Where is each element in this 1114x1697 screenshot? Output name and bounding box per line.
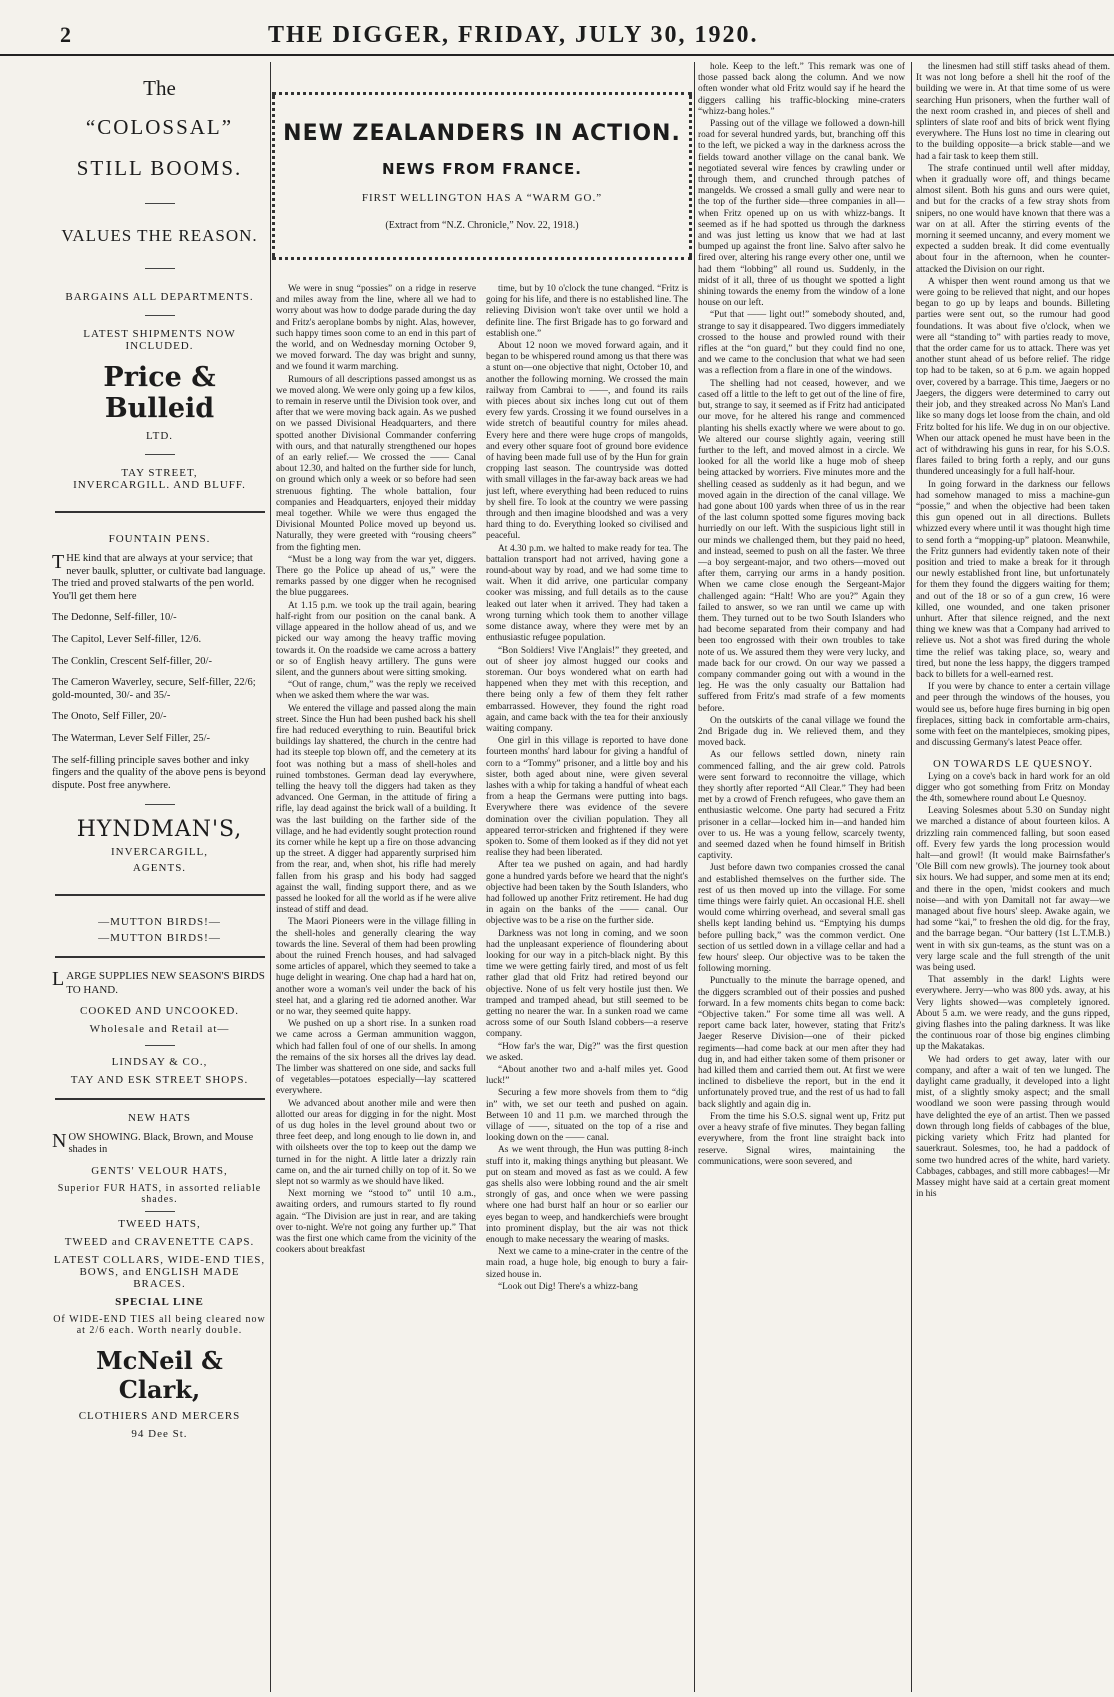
article-column-1 — [276, 284, 476, 1692]
article-paragraph: The strafe continued until well after midday, when it gradually wore off, and things became almost silent. Both his guns and ours were quiet, and but for the cracks of a few stray shots from snipers, no one would have known that there was a war on at all. After the stirring events of the morning it seemed uncanny, and every moment we expected a sudden break. It did come eventually about four in the afternoon, when he counter-attacked the Division on our right. — [916, 163, 1110, 275]
ad-colossal-line3: STILL BOOMS. — [76, 156, 243, 180]
article-paragraph: The Maori Pioneers were in the village filling in the shell-holes and generally clearing the way towards the line. Several of them had been prowling about the ruined French houses, and had salvaged some articles of apparel, which they seemed to take a huge delight in wearing. One chap had a hard hat on, another wore a woman's veil under the back of his steel hat, and a glaring red tie adorned another. War or no war, they seemed quite happy. — [276, 917, 476, 1017]
divider — [145, 1211, 175, 1212]
article-paragraph: “Put that —— light out!” somebody shouted, and, strange to say it disappeared. Two diggers immediately crossed to the house and prowled round with their rifles at the “on guard,” but they could find no one, and we came to the conclusion that what we had seen was a reflection from a flare in one of the windows. — [698, 310, 905, 377]
divider — [145, 454, 175, 455]
article-paragraph: “About another two and a-half miles yet. Good luck!” — [486, 1065, 688, 1087]
ad-hats — [52, 1129, 267, 1157]
advertisements-column — [52, 62, 267, 1692]
drop-cap: L — [52, 968, 65, 991]
article-paragraph: We had orders to get away, later with our company, and after a wait of ten we lunged. The daylight came gradually, it developed into a light mist, of a slightly smoky aspect; and the small woodland we soon were passing through would have delighted the eye of an artist. Then we passed down through long fields of cabbages of the blue, picking variety which Fritz had planted for sauerkraut. Solesmes, too, he had a paddock of some two hundred acres of the white, hard variety. Cabbages, cabbages, and still more cabbages!—Mr Massey might have said at a certain great moment in his — [916, 1054, 1110, 1200]
divider — [55, 511, 265, 513]
ad-mutton-1: —MUTTON BIRDS!— — [98, 916, 221, 929]
masthead — [0, 22, 1114, 56]
article-paragraph: Next morning we “stood to” until 10 a.m., awaiting orders, and rumours started to fly round again. “The Division are just in rear, and are taking over to-night. We're not going any further up.” That was the first one which came from the vicinity of the cookers about breakfast — [276, 1189, 476, 1256]
article-paragraph: A whisper then went round among us that we were going to be relieved that night, and our hopes began to go up by leaps and bounds. Billeting parties were sent out, so the rumour had good foundations. It was about five o'clock, when we were all “standing to” with parties ready to move, that the order came for us to attack. There was yet another stunt ahead of us before relief. The ridge top had to be taken, so at 6 p.m. we again hopped over, covered by a barrage. This time, Jaegers or no Jaegers, the diggers were determined to carry out their job, and they streaked across No Man's Land like so many dogs let loose from the chain, and old Fritz bolted for his life. We dug in on our objective. When our attack opened he must have been in the act of withdrawing his guns in rear, for his S.O.S. flares failed to bring forth a reply, and our guns thundered unceasingly for a full half-hour. — [916, 276, 1110, 478]
drop-cap: N — [52, 1129, 67, 1152]
ad-lindsay-address: TAY AND ESK STREET SHOPS. — [70, 1073, 249, 1086]
ad-clothiers: CLOTHIERS AND MERCERS — [78, 1409, 241, 1422]
article-paragraph: At 4.30 p.m. we halted to make ready for tea. The battalion transport had not arrived, having gone a round-about way by road, and we had some time to wait. When it did arrive, one particular company cooker was missing, and full details as to the cause leaked out later when it arrived. They had taken a wrong turning which took them to another village some distance away, where they were met by an enthusiastic refugee population. — [486, 543, 688, 644]
article-paragraph: We pushed on up a short rise. In a sunken road we came across a German ammunition waggon, which had fallen foul of one of our shells. In among the remains of the six horses all the drives lay dead. The limber was shattered on one side, and sacks full of vegetables—potatoes especially—lay scattered everywhere. — [276, 1019, 476, 1097]
divider — [55, 894, 265, 896]
article-subhead: NEWS FROM FRANCE. — [382, 160, 582, 178]
article-paragraph: Passing out of the village we followed a down-hill road for several hundred yards, but, branching off this to the left, we picked a way in the darkness across the fields toward another village on the canal bank. We negotiated several wire fences by crawling under or through them, and crunched through patches of mangelds. We crossed a small gully and were near to the top of the further side—three companies in all—when Fritz opened up on us with whizz-bangs. It seemed as if he had spotted us through the darkness and was just letting us know that we had at last bumped up against the front line. Salvo after salvo he fired over, altering his range every other one, until we had them “lobbing” all round us. Suddenly, in the midst of it all, three of us thought we spotted a light shining towards the enemy from the window of a lone house on our left. — [698, 119, 905, 309]
article-paragraph: In going forward in the darkness our fellows had somehow managed to miss a machine-gun “possie,” and when the objective had been taken this gun opened out in all directions. Bullets whizzed every where until it was thought high time to send forth a “mopping-up” platoon. Meanwhile, the Fritz gunners had evidently taken note of their position and tried to make a break for it through our newly established front line, but unfortunately for them they found the diggers waiting for them; and out of the 18 or so of a gun crew, 16 were killed, one wounded, and one taken prisoner unhurt. After that silence reigned, and the next thing we knew was that a Company had arrived to relieve us. Not a shot was fired during the whole time the relief was taking place, so, weary and tired, but none the less happy, the diggers tramped back to billets for a well-earned rest. — [916, 479, 1110, 680]
ad-fur: Superior FUR HATS, in assorted reliable shades. — [57, 1182, 262, 1205]
drop-cap: T — [52, 551, 65, 573]
article-source: (Extract from “N.Z. Chronicle,” Nov. 22, 1918.) — [385, 220, 579, 231]
article-headline: NEW ZEALANDERS IN ACTION. — [283, 121, 681, 146]
ad-hats-text: OW SHOWING. Black, Brown, and Mouse shades in — [68, 1131, 254, 1156]
column-rule — [270, 62, 271, 1692]
article-column-2 — [486, 284, 688, 1692]
article-paragraph: About 12 noon we moved forward again, and it began to be whispered round among us that there was a stunt on—one objective that night, October 10, and another the following morning. We crossed the main railway from Cambrai to ——, and found its rails with pieces about six inches long cut out of them every few yards. Crossing it we found ourselves in a wide stretch of beautiful country for miles ahead. Every here and there were huge crops of mangolds, and every other square foot of ground bore evidence of having been made full use of by the Hun for grain cropping last season. The countryside was dotted with small villages in the far-away back areas we had just left, where everything had been reduced to ruins by shell fire. To look at the country we were passing through and then imagine bloodshed and was a very hard thing to do. Everything looked so civilised and peaceful. — [486, 341, 688, 542]
article-paragraph: Next we came to a mine-crater in the centre of the main road, a huge hole, big enough to bury a fair-sized house in. — [486, 1247, 688, 1280]
article-paragraph: Punctually to the minute the barrage opened, and the diggers scrambled out of their possies and pushed forward. In a few moments chits began to come back: “Objective taken.” For some time all was well. A report came back later, however, stating that Fritz's Jaeger Reserve Division—one of their picked regiments—had come back at our men after they had dug in, and had either taken some of them prisoner or had killed them and carried them out. At first we were inclined to disbelieve the report, but in the end it unfortunately proved true, and the rest of us had to fall back slightly and again dig in. — [698, 976, 905, 1110]
article-paragraph: Securing a few more shovels from them to “dig in” with, we set our teeth and pushed on again. Between 10 and 11 p.m. we marched through the village of ——, situated on the top of a rise and looking down on the —— canal. — [486, 1088, 688, 1144]
ad-wide-end: Of WIDE-END TIES all being cleared now at 2/6 each. Worth nearly double. — [53, 1313, 266, 1336]
article-paragraph: After tea we pushed on again, and had hardly gone a hundred yards before we heard that the night's objective had been taken by the South Islanders, who had followed up another Fritz retirement. He had dug in again on the banks of the —— canal. Our objective was to be a rise on the further side. — [486, 860, 688, 927]
ad-pen-item: The Dedonne, Self-filler, 10/- — [52, 612, 177, 624]
article-paragraph: “Bon Soldiers! Vive l'Anglais!” they greeted, and out of sheer joy almost hugged our cooks and storeman. Our boys wondered what on earth had happened when they met with this reception, and there being only a few of them they felt rather embarrassed. However, they found the right road again, and came back with the tea for their anxiously waiting company. — [486, 645, 688, 734]
ad-pen-item: The Onoto, Self Filler, 20/- — [52, 711, 167, 723]
article-paragraph: At 1.15 p.m. we took up the trail again, bearing half-right from our position on the canal bank. A village appeared in the hollow ahead of us, and we picked our way among the heavy traffic moving towards it. On the roadside we came across a battery or so of English heavy artillery. The guns were silent, and the gunners about were sitting smoking. — [276, 600, 476, 678]
ad-tweed-caps: TWEED and CRAVENETTE CAPS. — [64, 1235, 255, 1248]
ad-mutton-2: —MUTTON BIRDS!— — [98, 932, 221, 945]
column-rule — [911, 62, 912, 1692]
ad-pen-item: The Conklin, Crescent Self-filler, 20/- — [52, 655, 212, 667]
article-paragraph: That assembly in the dark! Lights were everywhere. Jerry—who was 800 yds. away, at his Very lights showed—was completely ignored. About 5 a.m. we were ready, and the guns ripped, giving flashes into the paling darkness. It was like the continuous roar of those big engines climbing up the Makatakas. — [916, 975, 1110, 1053]
article-paragraph: The shelling had not ceased, however, and we cased off a little to the left to get out of the line of fire, but, strange to say, it seemed as if Fritz had anticipated our move, for he altered his range and commenced planting his shells exactly where we were about to go. We altered our course slightly again, veering still further to the left, and moved almost in a circle. We looked for all the world like a huge mob of sheep being attacked by worriers. Five minutes more and the shelling ceased as suddenly as it had begun, and we moved again in the direction of the canal village. We had gone about 100 yards when three of us in the rear of the last column spotted some figures moving back hurriedly on our left. With the suspicious light still in our minds we challenged them, but they paid no heed, and instead, seemed to push on all the faster. We three—a boy sergeant-major, and two others—moved out after them, carrying our arms in a handy position. When we came close enough the Sergeant-Major challenged again: “Halt! Who are you?” Again they failed to answer, so we ran until we came up with them. They turned out to be two South Islanders who had become separated from their company and had been too engrossed with their own troubles to take note of us. We assured them they were very lucky, and made back for our crowd. On our way we passed a company commander going out with a wound in the leg. He was the only casualty our Battalion had suffered from Fritz's mad strafe of a few moments before. — [698, 378, 905, 714]
ad-pens-paragraph — [52, 553, 267, 603]
article-kicker: FIRST WELLINGTON HAS A “WARM GO.” — [361, 192, 603, 204]
article-paragraph: If you were by chance to enter a certain village and peer through the windows of the houses, you would see us, before huge fires burning in big open fireplaces, sitting back in comfortable arm-chairs, some with feet on the mantelpieces, smoking pipes, and discussing Germany's latest Peace offer. — [916, 682, 1110, 749]
ad-special: SPECIAL LINE — [115, 1295, 204, 1308]
ad-hats-heading: NEW HATS — [127, 1111, 192, 1124]
divider — [145, 315, 175, 316]
article-paragraph: As our fellows settled down, ninety rain commenced falling, and the air grew cold. Patrols were sent forward to reconnoitre the village, which they shortly after reported “All Clear.” They had been met by a crowd of French refugees, who gave them an enthusiastic welcome. One party had secured a Fritz prisoner in a cellar—locked him in—and handed him over to us. He was a young fellow, scarcely twenty, and seemed dazed when he found himself in British captivity. — [698, 750, 905, 862]
article-paragraph: From the time his S.O.S. signal went up, Fritz put over a heavy strafe of five minutes. They began falling everywhere, from the front line straight back into reserve. Signal wires, maintaining the communications, were soon severed, and — [698, 1111, 905, 1167]
divider — [145, 1045, 175, 1046]
ad-colossal-line1: The — [143, 76, 176, 100]
ad-colossal-line2: “COLOSSAL” — [85, 115, 234, 139]
article-paragraph: Leaving Solesmes about 5.30 on Sunday night we marched a distance of about fourteen kilos. A drizzling rain commenced falling, but soon eased off. Every few yards the long procession would halt—and growl! (It would make Bairnsfather's 'Ole Bill com new growls). The journey took about six hours. We had supper, and some men at its end; and there in the open, 'midst cookers and much noise—and with yon Damitall not far away—we managed about five hours' sleep. Awake again, we had some “kai,” to freshen the old dig. for the fray, and the barrage began. “Our battery (1st L.T.M.B.) went in with six gun-teams, as the stunt was on a very large scale and the full strength of the unit was being used. — [916, 806, 1110, 974]
article-paragraph: We advanced about another mile and were then allotted our areas for digging in for the night. Most of us dug holes in the level ground about two or three feet deep, and long enough to lie down in, and with oilsheets over the top to keep out the damp we turned in for the night. A little later a drizzly rain came on, and the air turned chilly on top of it. So we slept not so warmly as we should have liked. — [276, 1098, 476, 1188]
divider — [55, 956, 265, 958]
ad-hyndman-town: INVERCARGILL, — [110, 846, 209, 859]
ad-pens-heading: FOUNTAIN PENS. — [108, 533, 211, 545]
article-paragraph: hole. Keep to the left.” This remark was one of those passed back along the column. And we now often wonder what old Fritz would say if he heard the diggers calling his traffic-blocking mine-craters “whizz-bang holes.” — [698, 62, 905, 117]
article-paragraph: Lying on a cove's back in hard work for an old digger who got something from Fritz on Monday the 4th, somewhere round about Le Quesnoy. — [916, 771, 1110, 804]
ad-pen-item: The Cameron Waverley, secure, Self-filler, 22/6; gold-mounted, 30/- and 35/- — [52, 677, 256, 701]
ad-mcneil-clark: McNeil & Clark, — [96, 1345, 223, 1404]
divider — [145, 203, 175, 204]
article-paragraph: Darkness was not long in coming, and we soon had the unpleasant experience of floundering about looking for our way in a pitch-black night. By this time we were getting fairly tired, and most of us felt rather glad that old Fritz had retired beyond our objective. None of us felt very hostile just then. We tramped and tramped ahead, but still seemed to be getting no nearer the war. In a sunken road we came across some of our South Island cobbers—a reserve company. — [486, 928, 688, 1040]
ad-wholesale: Wholesale and Retail at— — [89, 1022, 230, 1035]
article-paragraph: “Must be a long way from the war yet, diggers. There go the Police up ahead of us,” were the remarks passed by one digger when he recognised the blue puggarees. — [276, 554, 476, 599]
newspaper-title: THE DIGGER, FRIDAY, JULY 30, 1920. — [268, 22, 759, 48]
ad-ltd: LTD. — [145, 430, 174, 442]
article-paragraph: “How far's the war, Dig?” was the first question we asked. — [486, 1041, 688, 1063]
divider — [55, 1098, 265, 1100]
ad-values: VALUES THE REASON. — [61, 226, 258, 245]
ad-cooked: COOKED AND UNCOOKED. — [79, 1004, 240, 1017]
ad-address: TAY STREET, INVERCARGILL. AND BLUFF. — [73, 467, 246, 491]
article-paragraph: Rumours of all descriptions passed amongst us as we moved along. We were only going up a few kilos, to remain in reserve until the Division took over, and after that we were moving back again. As we pushed on we passed Divisional Headquarters, and there spotted another Divisional Commander conferring with ours, and that naturally strengthened our hopes of an early relief.— We crossed the —— Canal about 12.30, and halted on the further side for lunch, on ground which only a week or so before had seen strenuous fighting. The whole battalion, four companies and Headquarters, enjoyed their midday meal together. While we were thus engaged the Divisional Mounted Police moved up beyond us. Naturally, they were greeted with “rousing cheers” from the fighting men. — [276, 374, 476, 553]
article-column-4 — [916, 62, 1110, 1692]
divider — [145, 268, 175, 269]
column-rule — [694, 62, 695, 1692]
article-subheading: ON TOWARDS LE QUESNOY. — [933, 759, 1093, 771]
ad-bargains: BARGAINS ALL DEPARTMENTS. — [65, 291, 254, 303]
ad-pen-item: The Capitol, Lever Self-filler, 12/6. — [52, 633, 202, 645]
ad-lindsay: LINDSAY & CO., — [111, 1055, 208, 1068]
ad-pens-note: The self-filling principle saves bother and inky fingers and the quality of the above pens is beyond dispute. Post free anywhere. — [52, 754, 266, 791]
ad-pens-list — [52, 612, 267, 745]
ad-agents: AGENTS. — [132, 862, 187, 875]
ad-supplies — [52, 970, 267, 996]
article-column-3 — [698, 62, 905, 1692]
article-paragraph: time, but by 10 o'clock the tune changed. “Fritz is going for his life, and there is no established line. The relieving Division won't take over until we hold a definite line. The first Brigade has to go forward and establish one.” — [486, 284, 688, 339]
article-header-box — [272, 92, 692, 260]
article-paragraph: We entered the village and passed along the main street. Since the Hun had been pushed back his shell fire had reduced everything to ruin. Beautiful brick buildings lay shattered, the church in the centre had had its steeple top blown off, and the cemetery at its foot was nothing but a mass of shell-holes and ruined tombstones. German dead lay everywhere, telling the heavy toll the diggers had taken as they advanced. One German, in the attitude of firing a rifle, lay dead against the brick wall of a building. It was the last building on the farther side of the village, and he had evidently sought protection round its corner while he kept up a fire on those advancing up the street. A digger had apparently surprised him from the rear, and, when shot, his rifle had merely fallen from his grasp and his body had sagged against the wall, finding support there, and as we passed he looked for all the world as if he were alive instead of stiff and dead. — [276, 703, 476, 916]
article-paragraph: We were in snug “possies” on a ridge in reserve and miles away from the line, where all we had to worry about was how to dodge parade during the day and Fritz's aeroplane bombs by night. Alas, however, such happy times soon come to an end in this part of the world, and on Wednesday morning October 9, we moved forward. The day was bright and sunny, and we found it warm marching. — [276, 284, 476, 373]
ad-hyndman: HYNDMAN'S, — [76, 817, 243, 843]
ad-supplies-text: ARGE SUPPLIES NEW SEASON'S BIRDS TO HAND. — [66, 970, 265, 996]
ad-pen-item: The Waterman, Lever Self Filler, 25/- — [52, 732, 211, 744]
article-paragraph: One girl in this village is reported to have done fourteen months' hard labour for giving a handful of corn to a “Tommy” prisoner, and a little boy and his sister, both aged about nine, were given several lashes with a whip for taking a handful of wheat each from a heap the Germans were putting into bags. Everywhere there was evidence of the severe domination over the civilian population. They all appeared terror-stricken and frightened if they were spoken to. Some of them looked as if they did not yet realise they had been liberated. — [486, 736, 688, 859]
article-paragraph: the linesmen had still stiff tasks ahead of them. It was not long before a shell hit the roof of the building we were in. At that time some of us were searching Hun prisoners, when the further wall of the next room crashed in, and pieces of shell and splinters of slate roof and bits of brick went flying everywhere. The Huns lost no time in clearing out to the building opposite—a brick stable—and we had a fair task to keep them still. — [916, 62, 1110, 162]
article-paragraph: “Look out Dig! There's a whizz-bang — [498, 1281, 638, 1292]
ad-latest: LATEST SHIPMENTS NOW INCLUDED. — [83, 328, 236, 352]
ad-collars: LATEST COLLARS, WIDE-END TIES, BOWS, and ENGLISH MADE BRACES. — [53, 1253, 266, 1290]
ad-gents: GENTS' VELOUR HATS, — [91, 1164, 228, 1177]
ad-dee-street: 94 Dee St. — [131, 1427, 188, 1440]
article-paragraph: Just before dawn two companies crossed the canal and established themselves on the further side. The rest of us then moved up into the village. For some time things were fairly quiet. An occasional H.E. shell would come whirring overhead, and several small gas shells kept landing behind us. “Emptying his dumps before pulling back,” was the common verdict. One section of us settled down in a village cellar and had a few hours' sleep. Our objective was to be taken the following morning. — [698, 863, 905, 975]
article-paragraph: “Out of range, chum,” was the reply we received when we asked them where the war was. — [276, 680, 476, 702]
article-paragraph: As we went through, the Hun was putting 8-inch stuff into it, making things anything but pleasant. We put on steam and moved as fast as we could. A few gas shells also were lobbing round and the air smelt strongly of gas, and once when we were passing where one had burst half an hour or so earlier our eyes began to weep, and handkerchiefs were brought into prominent display, but the air was not thick enough to make necessary the wearing of masks. — [486, 1145, 688, 1246]
divider — [145, 804, 175, 805]
ad-price-bulleid: Price & Bulleid — [103, 362, 216, 424]
ad-tweed: TWEED HATS, — [118, 1217, 201, 1230]
page-number: 2 — [60, 22, 71, 47]
article-paragraph: On the outskirts of the canal village we found the 2nd Brigade dug in. We relieved them, and they moved back. — [698, 715, 905, 749]
ad-pens-text: HE kind that are always at your service; that never baulk, splutter, or cultivate bad language. The tried and proved stalwarts of the pen world. You'll get them here — [52, 553, 266, 602]
